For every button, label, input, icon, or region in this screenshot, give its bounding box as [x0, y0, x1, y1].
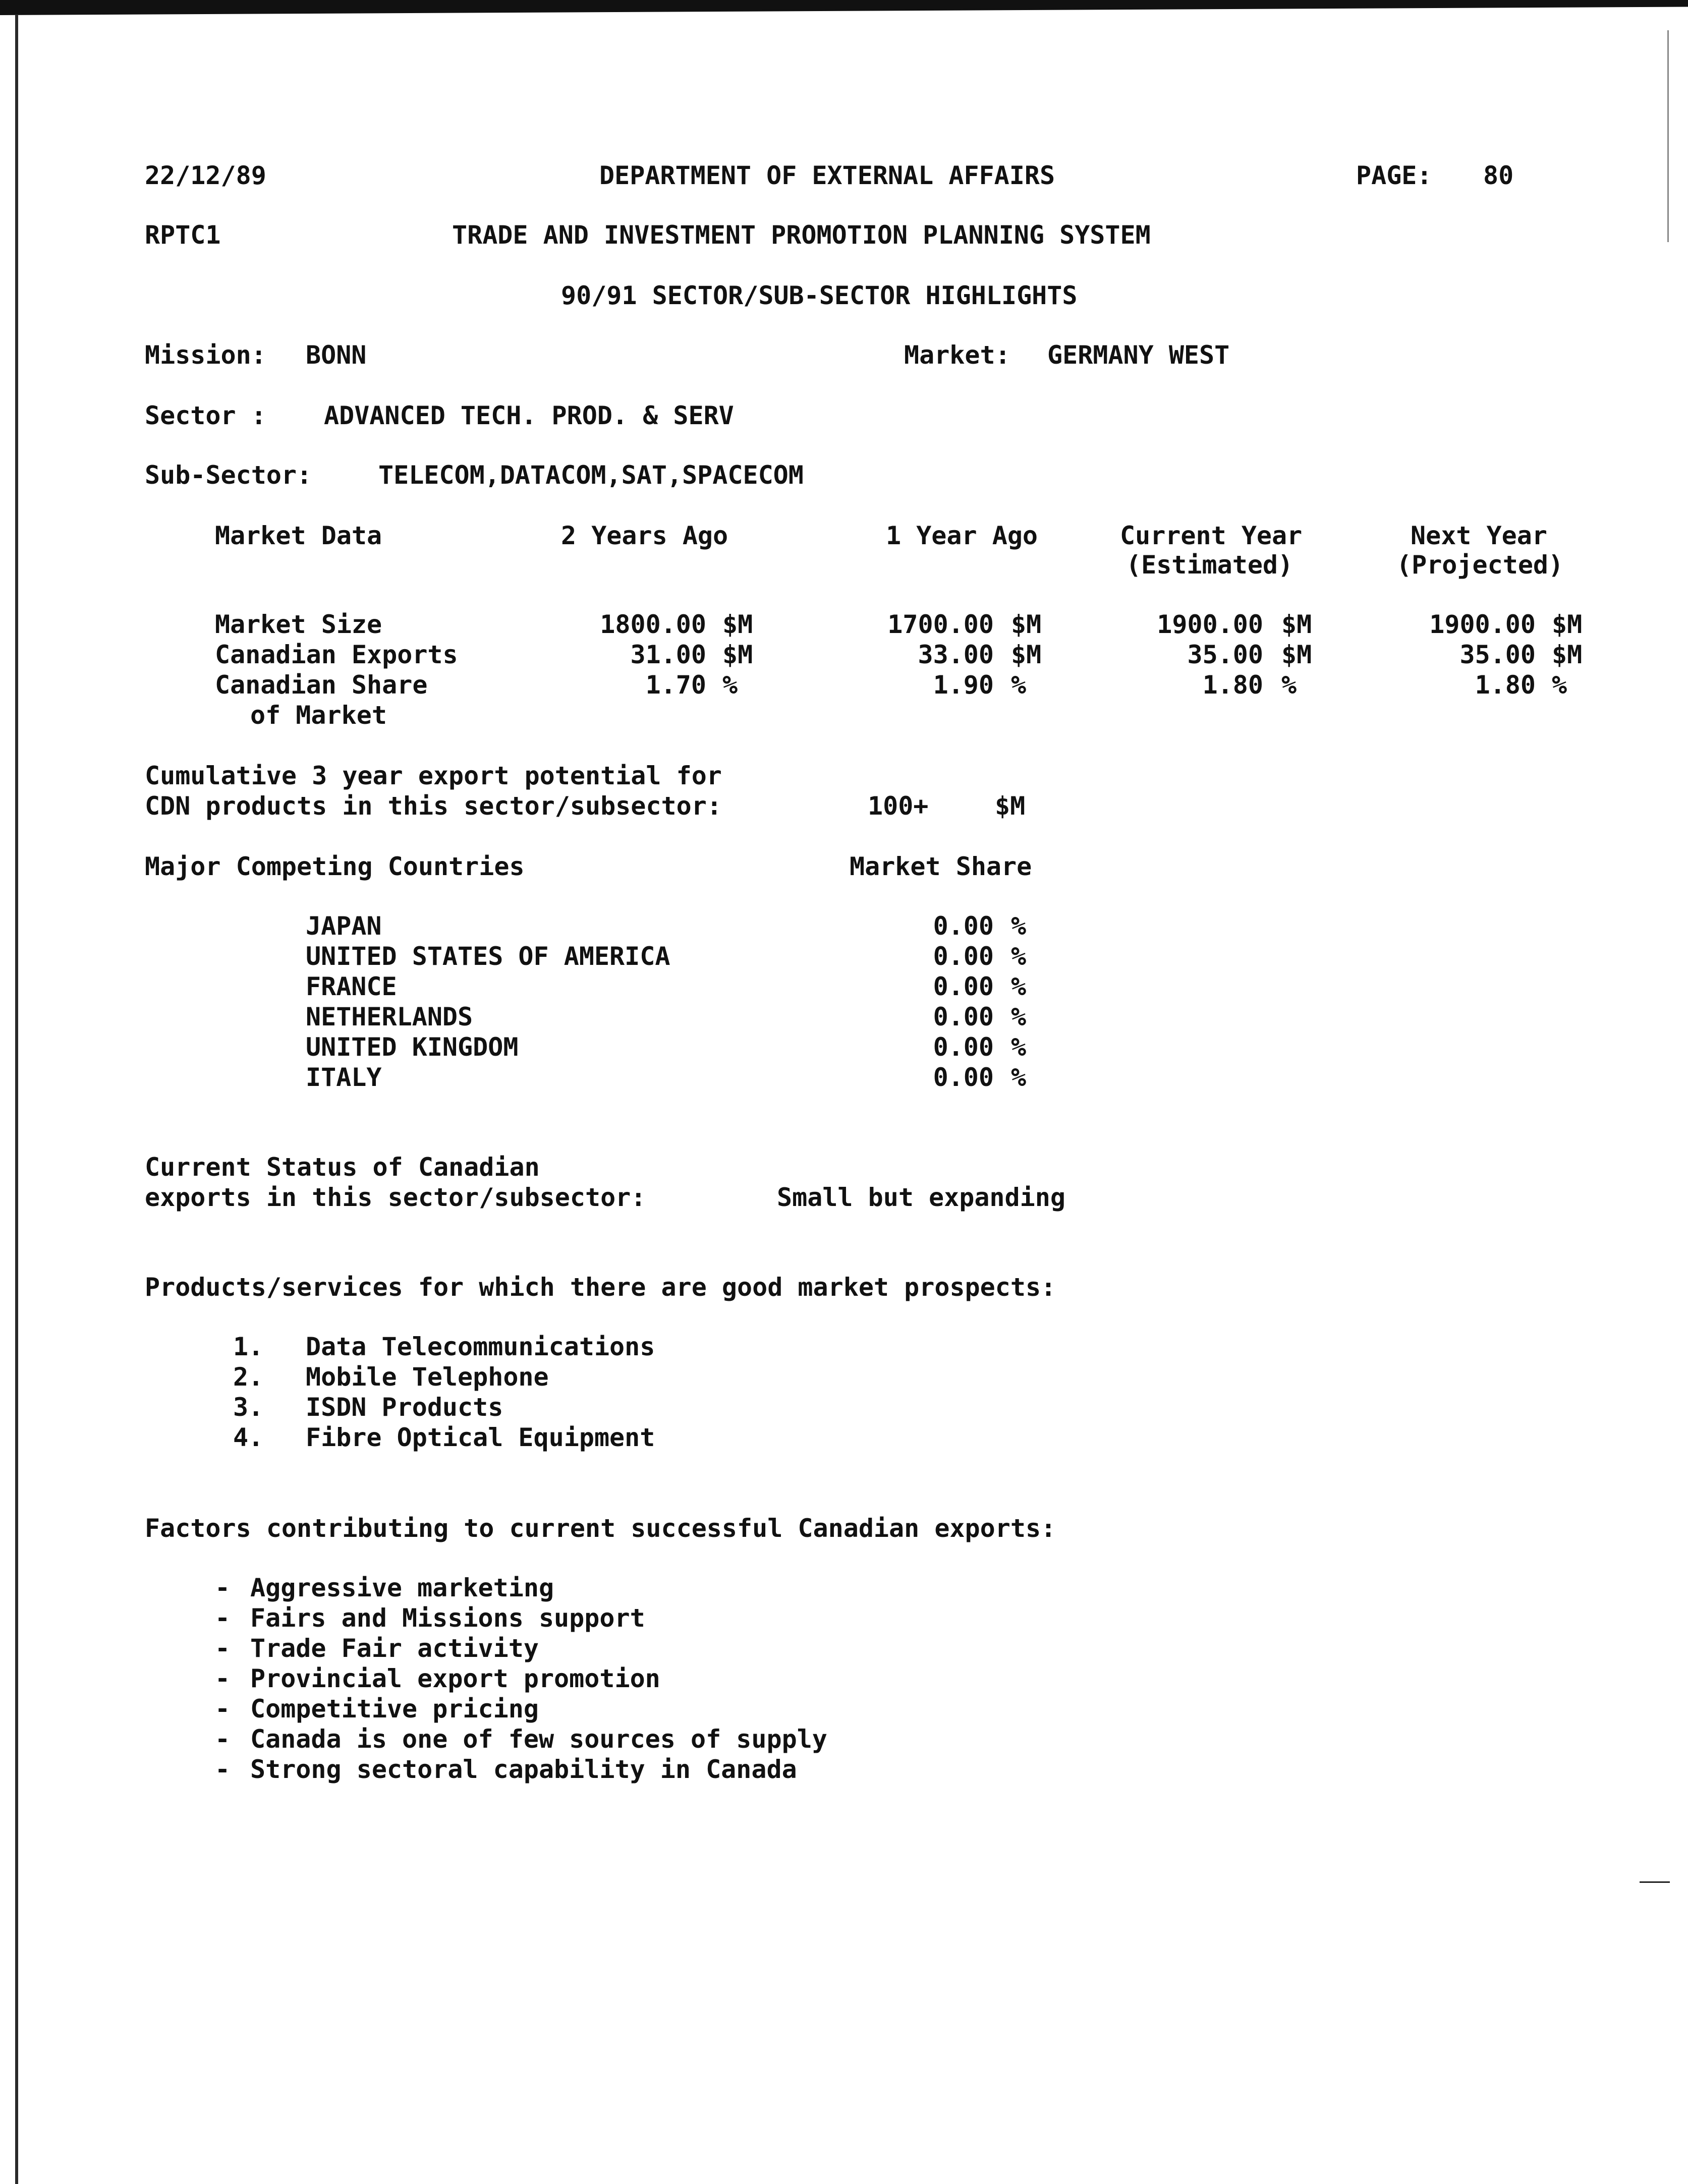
list-item-text: Fairs and Missions support	[250, 1603, 645, 1633]
cell-value: 35.00	[1187, 640, 1263, 669]
page-number: 80	[1483, 161, 1514, 190]
row-label: Market Size	[215, 610, 382, 639]
list-item-number: 4.	[233, 1423, 264, 1452]
subsector-value: TELECOM,DATACOM,SAT,SPACECOM	[378, 461, 804, 490]
report-title: 90/91 SECTOR/SUB-SECTOR HIGHLIGHTS	[561, 281, 1078, 310]
competitor-share-unit: %	[1011, 1032, 1027, 1062]
cell-unit: $M	[1011, 610, 1042, 639]
cell-value: 1700.00	[887, 610, 994, 639]
potential-line-2: CDN products in this sector/subsector:	[145, 791, 722, 821]
cell-unit: $M	[1552, 640, 1583, 669]
cell-unit: $M	[1011, 640, 1042, 669]
list-item-number: 2.	[233, 1362, 264, 1392]
market-value: GERMANY WEST	[1047, 340, 1230, 370]
department-title: DEPARTMENT OF EXTERNAL AFFAIRS	[599, 161, 1055, 190]
cell-unit: %	[1281, 670, 1297, 700]
cell-unit: %	[722, 670, 738, 700]
list-item-text: Data Telecommunications	[306, 1332, 655, 1361]
cell-value: 35.00	[1459, 640, 1536, 669]
list-item-number: 1.	[233, 1332, 264, 1361]
sector-value: ADVANCED TECH. PROD. & SERV	[324, 401, 734, 430]
bullet-dash: -	[215, 1694, 231, 1723]
table-header-estimated: (Estimated)	[1126, 550, 1293, 580]
potential-unit: $M	[995, 791, 1026, 821]
list-item-text: Canada is one of few sources of supply	[250, 1725, 827, 1754]
cell-unit: $M	[1552, 610, 1583, 639]
potential-line-1: Cumulative 3 year export potential for	[145, 761, 722, 790]
competitor-country: NETHERLANDS	[306, 1002, 473, 1031]
list-item-text: Fibre Optical Equipment	[306, 1423, 655, 1452]
competitor-country: UNITED STATES OF AMERICA	[306, 942, 670, 971]
cell-unit: $M	[1281, 640, 1312, 669]
bullet-dash: -	[215, 1755, 231, 1784]
list-item-number: 3.	[233, 1393, 264, 1422]
cell-value: 1.80	[1475, 670, 1536, 700]
competitor-share: 0.00	[933, 1063, 994, 1092]
table-header-current-year: Current Year	[1120, 521, 1303, 550]
competitor-share: 0.00	[933, 1002, 994, 1031]
mission-value: BONN	[306, 340, 367, 370]
factors-heading: Factors contributing to current successful Canadian exports:	[145, 1514, 1056, 1543]
cell-value: 33.00	[918, 640, 994, 669]
cell-value: 1900.00	[1429, 610, 1536, 639]
status-line-2: exports in this sector/subsector:	[145, 1183, 646, 1212]
competitor-share: 0.00	[933, 911, 994, 941]
competitor-country: ITALY	[306, 1063, 382, 1092]
page-label: PAGE:	[1356, 161, 1432, 190]
competitor-share: 0.00	[933, 972, 994, 1001]
cell-value: 1800.00	[600, 610, 706, 639]
competitor-share: 0.00	[933, 1032, 994, 1062]
table-header-label: Market Data	[215, 521, 382, 550]
competitor-share-unit: %	[1011, 1063, 1027, 1092]
mission-label: Mission:	[145, 340, 266, 370]
table-header-1-year-ago: 1 Year Ago	[886, 521, 1038, 550]
bullet-dash: -	[215, 1603, 231, 1633]
competitor-country: FRANCE	[306, 972, 397, 1001]
cell-value: 1900.00	[1157, 610, 1263, 639]
competitors-heading: Major Competing Countries	[145, 852, 525, 881]
competitor-share: 0.00	[933, 942, 994, 971]
row-label: Canadian Exports	[215, 640, 458, 669]
competitor-share-unit: %	[1011, 911, 1027, 941]
subsector-label: Sub-Sector:	[145, 461, 312, 490]
cell-value: 1.90	[933, 670, 994, 700]
status-line-1: Current Status of Canadian	[145, 1153, 540, 1182]
cell-unit: $M	[1281, 610, 1312, 639]
system-title: TRADE AND INVESTMENT PROMOTION PLANNING SYSTEM	[452, 220, 1151, 250]
status-value: Small but expanding	[777, 1183, 1065, 1212]
table-header-2-years-ago: 2 Years Ago	[561, 521, 728, 550]
cell-value: 1.70	[645, 670, 706, 700]
potential-value: 100+	[868, 791, 929, 821]
list-item-text: Competitive pricing	[250, 1694, 539, 1723]
list-item-text: Strong sectoral capability in Canada	[250, 1755, 797, 1784]
cell-unit: $M	[722, 640, 753, 669]
report-date: 22/12/89	[145, 161, 266, 190]
row-label: Canadian Share	[215, 670, 428, 700]
scan-edge-left	[15, 15, 18, 2184]
market-share-heading: Market Share	[850, 852, 1032, 881]
list-item-text: Trade Fair activity	[250, 1634, 539, 1663]
scan-mark-dash	[1640, 1881, 1670, 1883]
cell-unit: $M	[722, 610, 753, 639]
market-label: Market:	[904, 340, 1010, 370]
list-item-text: Mobile Telephone	[306, 1362, 549, 1392]
competitor-share-unit: %	[1011, 942, 1027, 971]
report-code: RPTC1	[145, 220, 221, 250]
bullet-dash: -	[215, 1634, 231, 1663]
list-item-text: ISDN Products	[306, 1393, 503, 1422]
table-header-projected: (Projected)	[1396, 550, 1564, 580]
competitor-country: JAPAN	[306, 911, 382, 941]
row-label-continued: of Market	[250, 701, 387, 730]
cell-value: 1.80	[1202, 670, 1263, 700]
scan-mark-right	[1667, 30, 1669, 242]
bullet-dash: -	[215, 1725, 231, 1754]
cell-unit: %	[1552, 670, 1567, 700]
cell-value: 31.00	[630, 640, 706, 669]
sector-label: Sector :	[145, 401, 266, 430]
competitor-country: UNITED KINGDOM	[306, 1032, 519, 1062]
competitor-share-unit: %	[1011, 1002, 1027, 1031]
cell-unit: %	[1011, 670, 1027, 700]
prospects-heading: Products/services for which there are good market prospects:	[145, 1273, 1056, 1302]
competitor-share-unit: %	[1011, 972, 1027, 1001]
table-header-next-year: Next Year	[1411, 521, 1547, 550]
bullet-dash: -	[215, 1573, 231, 1602]
bullet-dash: -	[215, 1664, 231, 1693]
list-item-text: Provincial export promotion	[250, 1664, 660, 1693]
list-item-text: Aggressive marketing	[250, 1573, 554, 1602]
scan-edge-top	[0, 0, 1688, 15]
